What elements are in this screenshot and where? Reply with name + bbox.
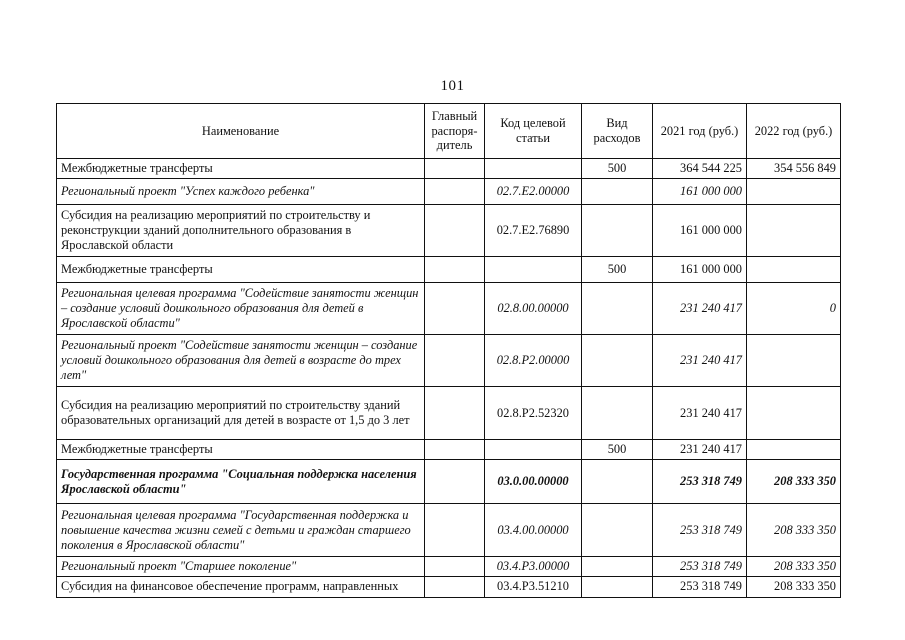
page-number: 101	[440, 78, 465, 94]
cell-manager	[425, 460, 485, 504]
cell-manager	[425, 159, 485, 179]
cell-name: Субсидия на реализацию мероприятий по строительству и реконструкции зданий дополнительного образования в Ярославской области	[57, 205, 425, 257]
cell-2021: 231 240 417	[653, 387, 747, 440]
cell-2022: 208 333 350	[747, 460, 841, 504]
cell-name: Межбюджетные трансферты	[57, 257, 425, 283]
cell-manager	[425, 257, 485, 283]
cell-2022	[747, 440, 841, 460]
cell-code: 03.0.00.00000	[485, 460, 582, 504]
table-row	[57, 257, 841, 283]
cell-manager	[425, 440, 485, 460]
cell-type	[582, 335, 653, 387]
cell-manager	[425, 283, 485, 335]
table-row	[57, 335, 841, 387]
cell-code: 03.4.P3.00000	[485, 557, 582, 577]
cell-type: 500	[582, 440, 653, 460]
cell-name: Региональный проект "Содействие занятости женщин – создание условий дошкольного образования для детей в возрасте до трех лет"	[57, 335, 425, 387]
cell-code: 02.8.P2.52320	[485, 387, 582, 440]
cell-name: Субсидия на реализацию мероприятий по строительству зданий образовательных организаций для детей в возрасте от 1,5 до 3 лет	[57, 387, 425, 440]
cell-code: 02.7.E2.76890	[485, 205, 582, 257]
table-row	[57, 440, 841, 460]
table-row	[57, 504, 841, 557]
table-row	[57, 283, 841, 335]
cell-2022	[747, 179, 841, 205]
budget-table	[56, 103, 841, 598]
cell-name: Межбюджетные трансферты	[57, 159, 425, 179]
cell-2021: 253 318 749	[653, 557, 747, 577]
table-row	[57, 387, 841, 440]
header-manager: Главный распоря-дитель	[425, 104, 485, 159]
cell-code: 03.4.P3.51210	[485, 577, 582, 597]
cell-code	[485, 440, 582, 460]
cell-manager	[425, 504, 485, 557]
cell-type	[582, 577, 653, 597]
cell-2021: 253 318 749	[653, 460, 747, 504]
cell-2022	[747, 335, 841, 387]
cell-type	[582, 557, 653, 577]
cell-2021: 231 240 417	[653, 440, 747, 460]
cell-code: 02.7.E2.00000	[485, 179, 582, 205]
cell-type	[582, 460, 653, 504]
cell-manager	[425, 179, 485, 205]
cell-2022: 0	[747, 283, 841, 335]
table-row	[57, 179, 841, 205]
header-2022: 2022 год (руб.)	[747, 104, 841, 159]
cell-2022: 208 333 350	[747, 504, 841, 557]
cell-name: Региональная целевая программа "Содействие занятости женщин – создание условий дошкольного образования для детей в Ярославской области"	[57, 283, 425, 335]
cell-2022: 208 333 350	[747, 557, 841, 577]
cell-code: 03.4.00.00000	[485, 504, 582, 557]
table-row	[57, 557, 841, 577]
cell-2021: 253 318 749	[653, 577, 747, 597]
cell-name: Межбюджетные трансферты	[57, 440, 425, 460]
cell-name: Региональный проект "Старшее поколение"	[57, 557, 425, 577]
cell-2022: 354 556 849	[747, 159, 841, 179]
cell-type	[582, 205, 653, 257]
cell-2022	[747, 387, 841, 440]
cell-manager	[425, 205, 485, 257]
header-type: Вид расходов	[582, 104, 653, 159]
cell-name: Региональная целевая программа "Государственная поддержка и повышение качества жизни семей с детьми и граждан старшего поколения в Ярославской области"	[57, 504, 425, 557]
cell-2021: 161 000 000	[653, 257, 747, 283]
table-row	[57, 205, 841, 257]
cell-2021: 231 240 417	[653, 283, 747, 335]
cell-2021: 364 544 225	[653, 159, 747, 179]
cell-2022	[747, 205, 841, 257]
cell-manager	[425, 557, 485, 577]
table-row	[57, 460, 841, 504]
cell-2022	[747, 257, 841, 283]
header-2021: 2021 год (руб.)	[653, 104, 747, 159]
cell-2021: 161 000 000	[653, 205, 747, 257]
header-code: Код целевой статьи	[485, 104, 582, 159]
cell-code	[485, 159, 582, 179]
cell-type	[582, 387, 653, 440]
table-row	[57, 577, 841, 597]
cell-code: 02.8.P2.00000	[485, 335, 582, 387]
cell-name: Государственная программа "Социальная поддержка населения Ярославской области"	[57, 460, 425, 504]
cell-2022: 208 333 350	[747, 577, 841, 597]
cell-2021: 161 000 000	[653, 179, 747, 205]
cell-type	[582, 504, 653, 557]
cell-code	[485, 257, 582, 283]
cell-2021: 231 240 417	[653, 335, 747, 387]
cell-type	[582, 179, 653, 205]
cell-type	[582, 283, 653, 335]
table-row	[57, 159, 841, 179]
cell-name: Региональный проект "Успех каждого ребенка"	[57, 179, 425, 205]
cell-manager	[425, 335, 485, 387]
cell-type: 500	[582, 159, 653, 179]
cell-name: Субсидия на финансовое обеспечение программ, направленных	[57, 577, 425, 597]
table-header-row	[57, 104, 841, 159]
header-name: Наименование	[57, 104, 425, 159]
cell-manager	[425, 577, 485, 597]
cell-manager	[425, 387, 485, 440]
cell-2021: 253 318 749	[653, 504, 747, 557]
cell-type: 500	[582, 257, 653, 283]
cell-code: 02.8.00.00000	[485, 283, 582, 335]
